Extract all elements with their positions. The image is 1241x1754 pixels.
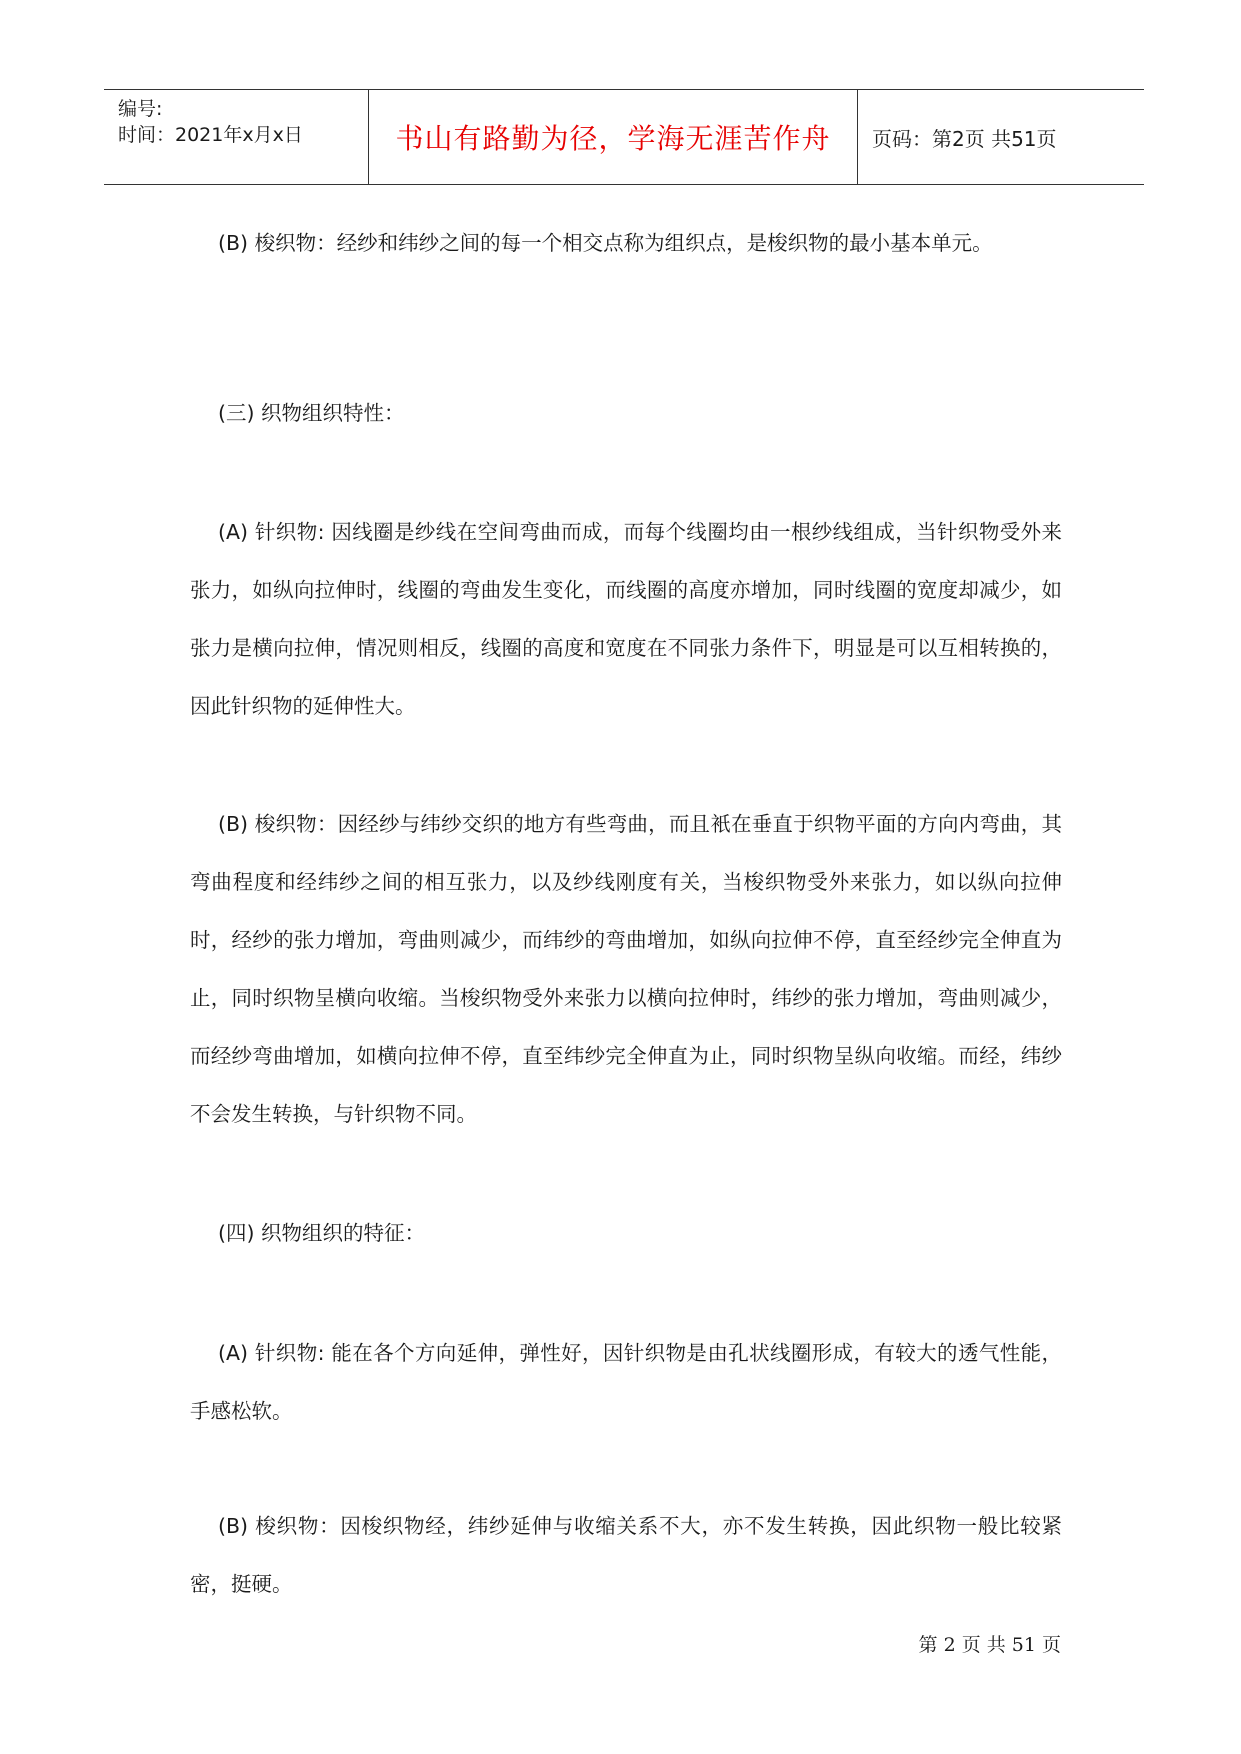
paragraph-text: (B) 梭织物：因梭织物经，纬纱延伸与收缩关系不大，亦不发生转换，因此织物一般比较紧密，挺硬。	[190, 1514, 1062, 1596]
paragraph-knit-features	[190, 1324, 1062, 1440]
document-number-label: 编号:	[118, 98, 163, 120]
paragraph-text: (B) 梭织物：因经纱与纬纱交织的地方有些弯曲，而且衹在垂直于织物平面的方向内弯曲，其弯曲程度和经纬纱之间的相互张力，以及纱线刚度有关，当梭织物受外来张力，如以纵向拉伸时，经纱的张力增加，弯曲则减少，而纬纱的弯曲增加，如纵向拉伸不停，直至经纱完全伸直为止，同时织物呈横向收缩。当梭织物受外来张力以横向拉伸时，纬纱的张力增加，弯曲则减少，而经纱弯曲增加，如横向拉伸不停，直至纬纱完全伸直为止，同时织物呈纵向收缩。而经，纬纱不会发生转换，与针织物不同。	[190, 812, 1062, 1126]
header-page-cell	[858, 90, 1144, 184]
header-motto-cell	[369, 90, 858, 184]
paragraph-text: (B) 梭织物：经纱和纬纱之间的每一个相交点称为组织点，是梭织物的最小基本单元。	[218, 231, 993, 255]
section-heading-properties	[190, 384, 1062, 442]
section-heading-features	[190, 1204, 1062, 1262]
paragraph-woven-unit	[190, 214, 1062, 272]
paragraph-woven-features	[190, 1497, 1062, 1613]
header-motto: 书山有路勤为径，学海无涯苦作舟	[395, 122, 831, 155]
paragraph-woven-properties	[190, 795, 1062, 1143]
section-heading-text: (三) 织物组织特性：	[218, 401, 405, 425]
paragraph-text: (A) 针织物: 能在各个方向延伸，弹性好，因针织物是由孔状线圈形成，有较大的透气性能，手感松软。	[190, 1341, 1062, 1423]
section-heading-text: (四) 织物组织的特征：	[218, 1221, 426, 1245]
paragraph-text: (A) 针织物: 因线圈是纱线在空间弯曲而成，而每个线圈均由一根纱线组成，当针织物受外来张力，如纵向拉伸时，线圈的弯曲发生变化，而线圈的高度亦增加，同时线圈的宽度却减少，如张力是横向拉伸，情况则相反，线圈的高度和宽度在不同张力条件下，明显是可以互相转换的，因此针织物的延伸性大。	[190, 520, 1062, 718]
paragraph-knit-properties	[190, 503, 1062, 735]
footer-page-number: 第 2 页 共 51 页	[918, 1634, 1061, 1656]
document-time-label: 时间：2021年x月x日	[118, 124, 303, 146]
header-meta-cell	[104, 90, 369, 184]
header-page-info: 页码：第2页 共51页	[872, 126, 1057, 151]
header-table	[104, 89, 1144, 185]
